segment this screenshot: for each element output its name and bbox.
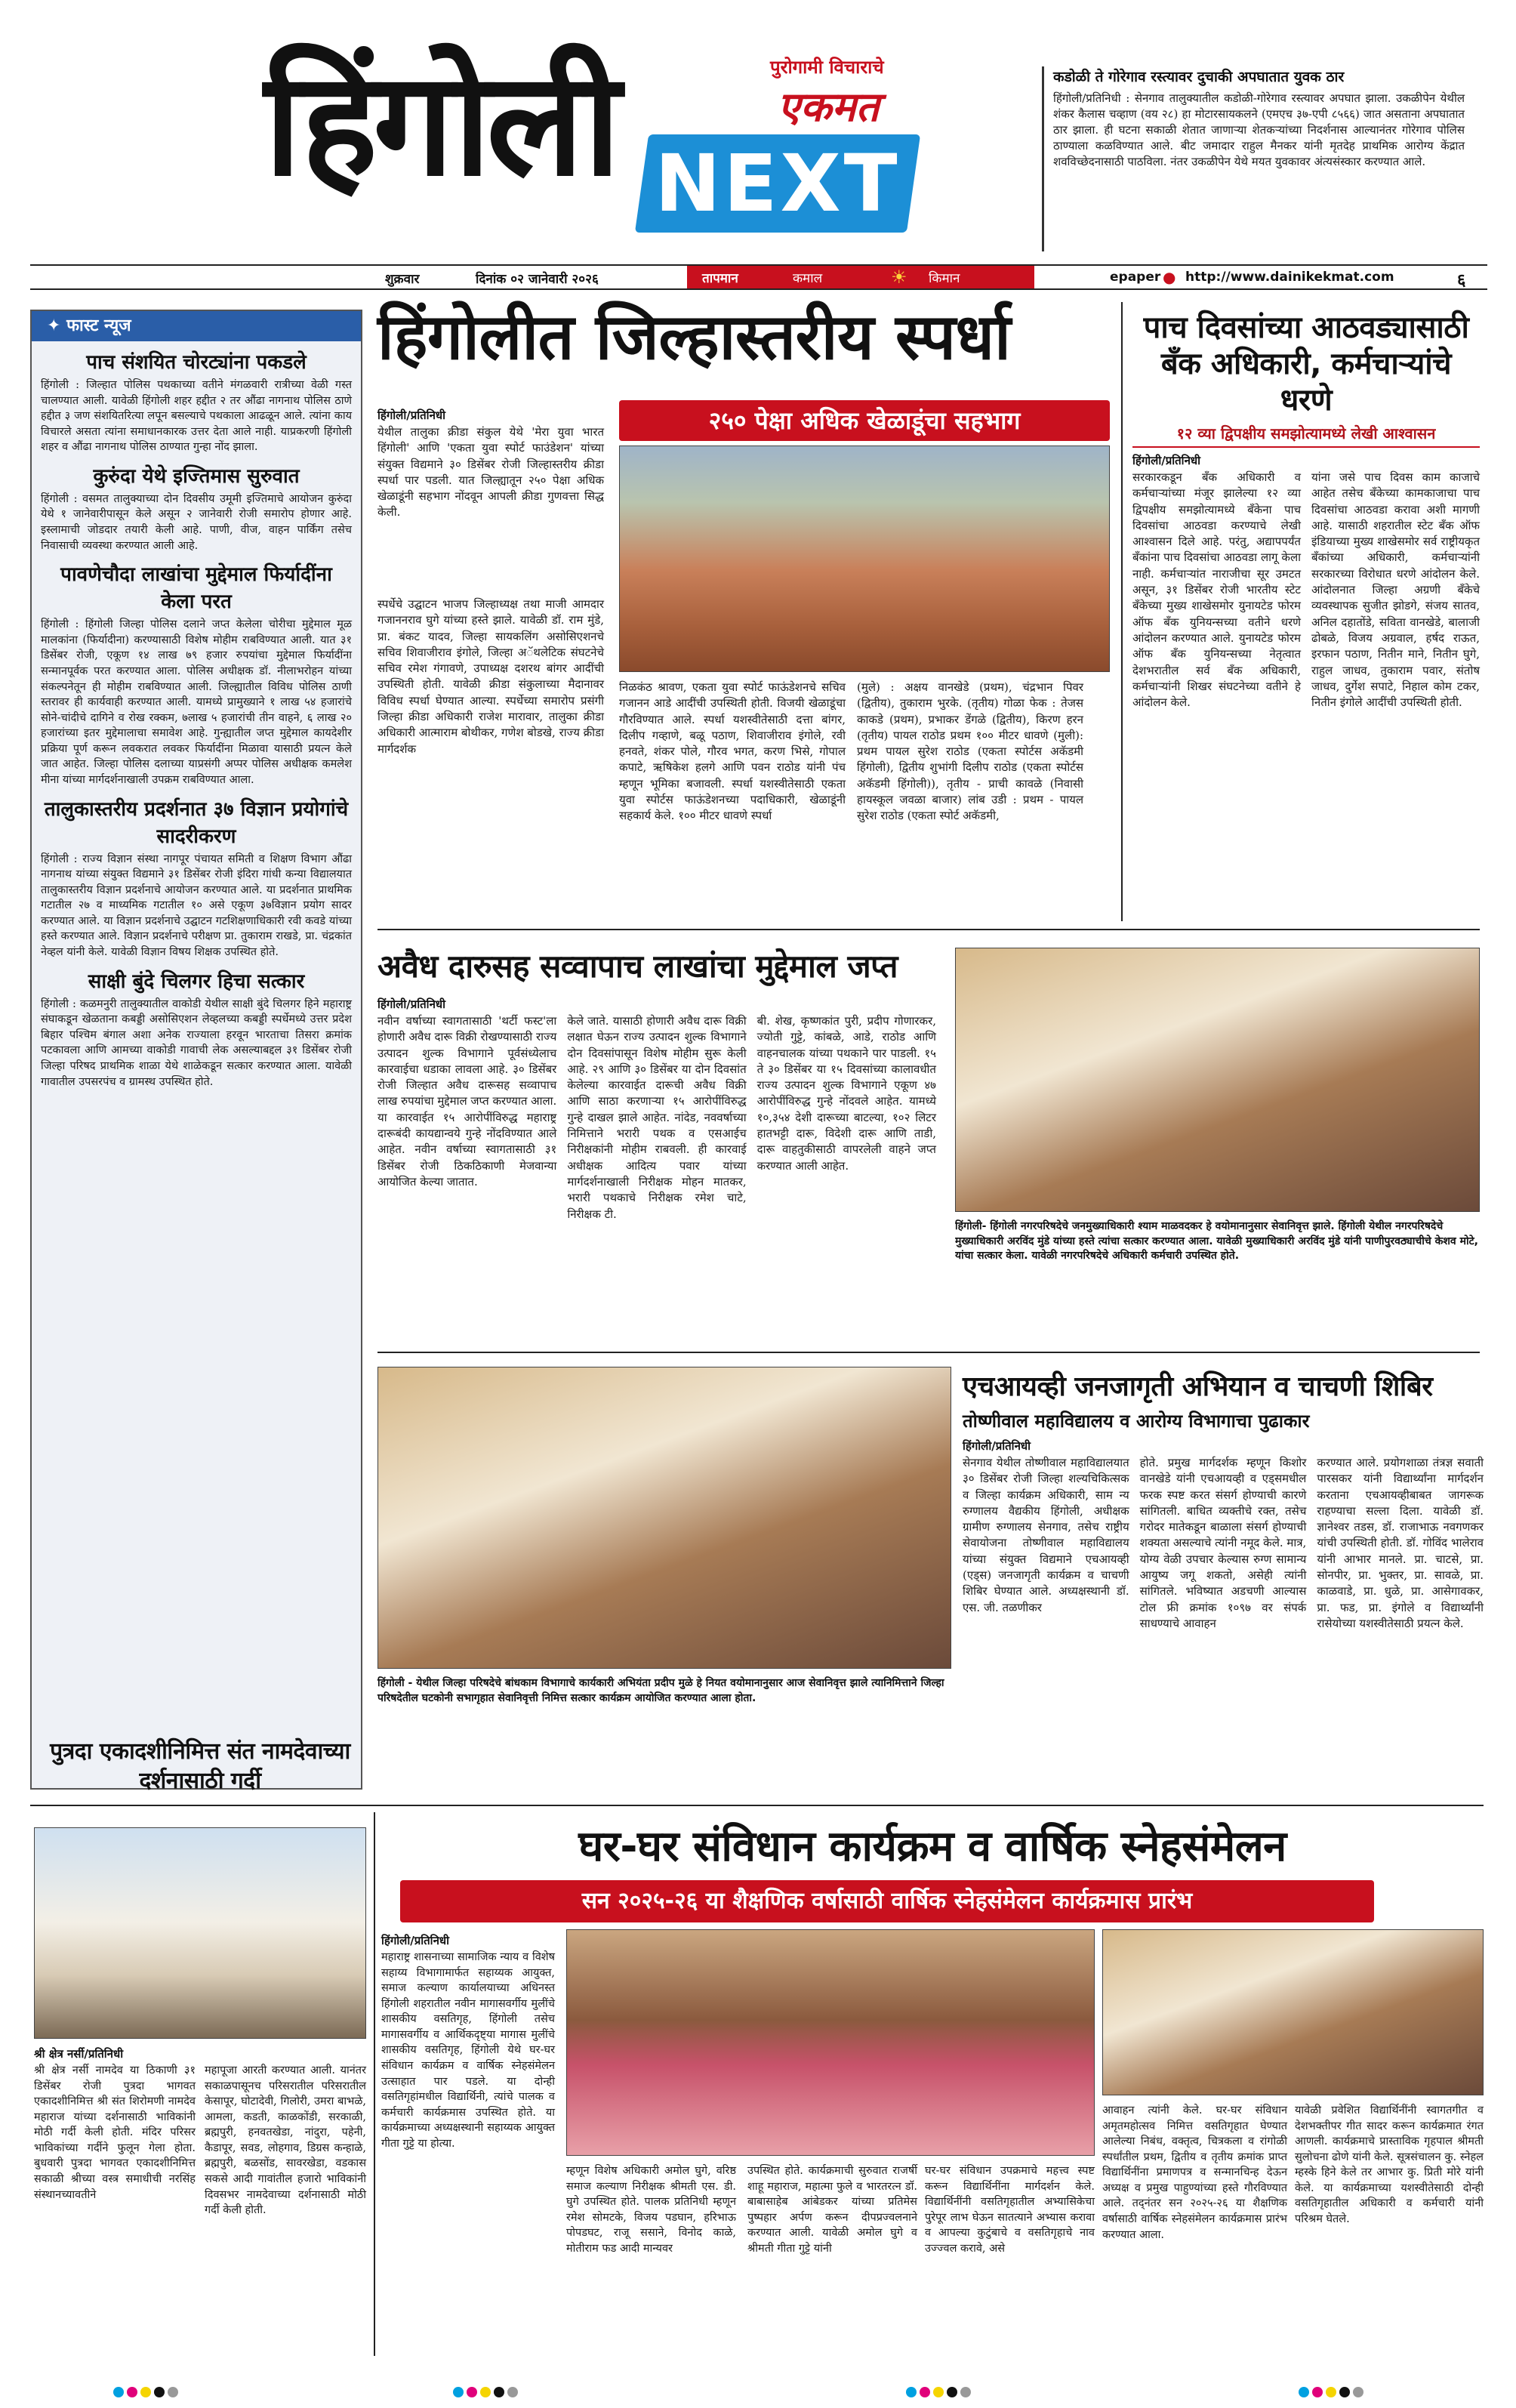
samvidhan-column-5: आवाहन त्यांनी केले. घर-घर संविधान अमृतमहोत्सव निमित्त वसतिगृहात घेण्यात आलेल्या निबंध, वक्तृत्व, चित्रकला व रांगोळी स्पर्धांतील प्रथम, द्वितीय व तृतीय क्रमांक प्राप्त विद्यार्थिनींना प्रमाणपत्र व सन्मानचिन्ह देऊन अध्यक्ष व प्रमुख पाहुण्यांच्या हस्ते गौरविण्यात आले. तद्नंतर सन २०२५-२६ या शैक्षणिक वर्षासाठी वार्षिक स्नेहसंमेलन कार्यक्रमास प्रारंभ करण्यात आला. — [1102, 2104, 1287, 2241]
grey-dot — [507, 2387, 518, 2397]
students-photo — [566, 1929, 1095, 2156]
sports-headline: हिंगोलीत जिल्हास्तरीय स्पर्धा — [377, 300, 1011, 374]
samvidhan-column-3: उपस्थित होते. कार्यक्रमाची सुरुवात राजर्षी शाहू महाराज, महात्मा फुले व भारतरत्न डॉ. बाबासाहेब आंबेडकर यांच्या प्रतिमेस पुष्पहार अर्पण करून दीपप्रज्वलनाने करण्यात आली. यावेळी अमोल घुगे व श्रीमती गीता गुट्टे यांनी — [747, 2165, 917, 2255]
fast-news — [30, 310, 362, 1790]
top-right-headline: कडोळी ते गोरेगाव रस्त्यावर दुचाकी अपघातात युवक ठार — [1053, 69, 1345, 85]
sports-lead-text: येथील तालुका क्रीडा संकुल येथे 'मेरा युवा भारत हिंगोली' आणि 'एकता युवा स्पोर्ट फाउंडेशन' यांच्या संयुक्त विद्यमाने ३० डिसेंबर रोजी जिल्हास्तरीय क्रीडा स्पर्धा पार पडली. यात जिल्ह्यातून २५० पेक्षा अधिक खेळाडूंनी सहभाग नोंदवून आपली क्रीडा गुणवत्ता सिद्ध केली. — [377, 425, 604, 520]
fast-news-item — [41, 347, 352, 455]
bank-body — [1132, 453, 1480, 711]
liquor-byline: हिंगोली/प्रतिनिधी — [377, 997, 446, 1011]
grey-dot — [960, 2387, 971, 2397]
registration-marks-left — [113, 2386, 181, 2400]
next-logo — [635, 134, 920, 233]
masthead-title: हिंगोली — [264, 41, 617, 208]
epaper-label: epaper — [1110, 270, 1161, 285]
sports-byline: हिंगोली/प्रतिनिधी — [377, 409, 446, 422]
samvidhan-headline: घर-घर संविधान कार्यक्रम व वार्षिक स्नेहसंमेलन — [578, 1822, 1286, 1871]
date-strip — [30, 264, 1487, 290]
sports-subheadline — [619, 400, 1110, 441]
cyan-dot — [453, 2387, 464, 2397]
fast-news-body: हिंगोली : राज्य विज्ञान संस्था नागपूर पंचायत समिती व शिक्षण विभाग औंढा नागनाथ यांच्या संयुक्त विद्यमाने ३१ डिसेंबर रोजी इंदिरा गांधी कन्या विद्यालयात तालुकास्तरीय विज्ञान प्रदर्शनाचे आयोजन करण्यात आले. या प्रदर्शनात प्राथमिक गटातील २७ व माध्यमिक गटातील १० असे एकूण ३७विज्ञान प्रयोग सादर करण्यात आले. या विज्ञान प्रदर्शनाचे उद्घाटन गटशिक्षणाधिकारी रवी कवडे यांच्या हस्ते करण्यात आले. विज्ञान प्रदर्शनाचे परीक्षण प्रा. तुकाराम राखडे, प्रा. चंद्रकांत नेव्हल यांनी केले. यावेळी विज्ञान विषय शिक्षक उपस्थित होते. — [41, 853, 352, 959]
samvidhan-byline: हिंगोली/प्रतिनिधी — [381, 1934, 450, 1947]
fast-news-headline: कुरुंदा येथे इज्तिमास सुरुवात — [93, 464, 300, 488]
masthead — [249, 41, 1012, 264]
fast-news-body: हिंगोली : जिल्हात पोलिस पथकाच्या वतीने मंगळवारी रात्रीच्या वेळी गस्त चालण्यात आली. यावेळी हिंगोली शहर हद्दीत २ तर औंढा नागनाथ पोलिस ठाणे हद्दीत ३ जण संशयितरित्या लपून बसल्याचे पथकाला आढळून आले. त्यांना काय विचारले असता त्यांना समाधानकारक उत्तर देता आले नाही. याप्रकरणी हिंगोली शहर व औंढा नागनाथ पोलिस ठाण्यात गुन्हा नोंद झाला. — [41, 379, 352, 454]
min-temp-label: किमान — [929, 271, 960, 286]
samvidhan-column-4: घर-घर संविधान उपक्रमाचे महत्त्व स्पष्ट करून विद्यार्थिनींना मार्गदर्शन केले. विद्यार्थिनींनी वसतिगृहातील अभ्यासिकेचा पुरेपूर लाभ घेऊन सातत्याने अभ्यास करावा व आपल्या कुटुंबाचे व वसतिगृहाचे नाव उज्ज्वल करावे, असे — [925, 2165, 1095, 2255]
hiv-body — [963, 1438, 1484, 1632]
bolt-icon: ✦ — [47, 316, 67, 335]
hiv-column-3: करण्यात आले. प्रयोगशाळा तंत्रज्ञ सवाती पारसकर यांनी विद्यार्थ्यांना मार्गदर्शन करताना एचआयव्हीबाबत जागरूक राहण्याचा सल्ला दिला. यावेळी डॉ. ज्ञानेश्वर तडस, डॉ. राजाभाऊ नवगणकर यांची उपस्थिती होती. डॉ. गोविंद भालेराव यांनी आभार मानले. प्रा. चाटसे, प्रा. सोनपीर, प्रा. भुक्तर, प्रा. सावळे, प्रा. काळवाडे, प्रा. धुळे, प्रा. आसेगावकर, प्रा. फड, प्रा. इंगोले व विद्यार्थ्यांनी रासेयोच्या यशस्वीतेसाठी प्रयत्न केले. — [1317, 1456, 1484, 1630]
bank-column-2: यांना जसे पाच दिवस काम काजाचे आहेत तसेच बँकेच्या कामकाजाचा पाच दिवसांचा आठवडा करावा अशी मागणी आहे. यासाठी शहरातील स्टेट बँक ऑफ इंडियाच्या मुख्य शाखेसमोर सर्व राष्ट्रीयकृत बँकांच्या अधिकारी, कर्मचाऱ्यांनी सरकारच्या विरोधात धरणे आंदोलन केले. आंदोलनात जिल्हा अग्रणी बँकेचे व्यवस्थापक सुजीत झोडगे, संजय सातव, अनिल दहातोंडे, सविता वानखेडे, बालाजी ढोबळे, विजय अग्रवाल, हर्षद राऊत, इरफान पठाण, नितीन माने, नितीन घुगे, राहुल जाधव, तुकाराम पवार, संतोष जाधव, दुर्गेश सपाटे, निहाल कोम टकर, नितीन इंगोले आदींची उपस्थिती होती. — [1311, 470, 1480, 710]
bank-subheadline: १२ व्या द्विपक्षीय समझोत्यामध्ये लेखी आश्वासन — [1132, 423, 1480, 448]
temple-photo — [34, 1827, 366, 2039]
retirement-photo — [377, 1367, 951, 1669]
fast-news-headline: पावणेचौदा लाखांचा मुद्देमाल फिर्यादींना केला परत — [60, 563, 332, 614]
fast-news-headline: तालुकास्तरीय प्रदर्शनात ३७ विज्ञान प्रयोगांचे सादरीकरण — [44, 797, 349, 848]
grey-dot — [168, 2387, 178, 2397]
bank-byline: हिंगोली/प्रतिनिधी — [1132, 454, 1201, 467]
fast-news-body: हिंगोली : कळमनुरी तालुक्यातील वाकोडी येथील साक्षी बुंदे चिलगर हिने महाराष्ट्र संघाकडून खेळताना कबड्डी असोसिएशन लेव्हलच्या कबड्डी स्पर्धेमध्ये उत्तर प्रदेश बिहार पश्चिम बंगाल अशा अनेक राज्याला हरवून भारताचा तिसरा क्रमांक पटकावला आणि आमच्या वाकोडी गावाची लेक असल्याबद्दल ३१ डिसेंबर रोजी जिल्हा परिषद प्राथमिक शाळा येथे शाळेकडून सत्कार करण्यात आला. यावेळी गावातील उपसरपंच व ग्रामस्थ उपस्थित होते. — [41, 997, 352, 1088]
globe-icon: ● — [1163, 268, 1176, 286]
black-dot — [494, 2387, 504, 2397]
fast-news-headline: पाच संशयित चोरट्यांना पकडले — [86, 351, 307, 374]
liquor-column-3: बी. शेख, कृष्णकांत पुरी, प्रदीप गोणारकर, ज्योती गुट्टे, कांबळे, आडे, राठोड आणि वाहनचालक यांच्या पथकाने पार पाडली. १५ ते ३० डिसेंबर या १५ दिवसांच्या कालावधीत राज्य उत्पादन शुल्क विभागाने एकूण ४७ आरोपींविरुद्ध गुन्हे नोंदवले आहेत. यामध्ये १०,३५४ देशी दारूच्या बाटल्या, १०२ लिटर हातभट्टी दारू, विदेशी दारू आणि ताडी, दारू वाहतुकीसाठी वापरलेली वाहने जप्त करण्यात आली आहेत. — [756, 1014, 936, 1173]
fast-news-item — [41, 794, 352, 960]
hiv-headline: एचआयव्ही जनजागृती अभियान व चाचणी शिबिर — [963, 1371, 1433, 1402]
registration-marks-mid-right — [906, 2386, 974, 2400]
samvidhan-column-2: म्हणून विशेष अधिकारी अमोल घुगे, वरिष्ठ समाज कल्याण निरीक्षक श्रीमती एस. डी. घुगे उपस्थित होते. पालक प्रतिनिधी म्हणून रमेश सोमटके, विजय पडघान, हरिभाऊ पोपडघट, राजू ससाने, विनोद काळे, मोतीराम फड आदी मान्यवर — [566, 2165, 736, 2255]
black-dot — [947, 2387, 957, 2397]
black-dot — [154, 2387, 165, 2397]
fast-news-headline: साक्षी बुंदे चिलगर हिचा सत्कार — [88, 970, 305, 993]
bank-headline: पाच दिवसांच्या आठवड्यासाठी बँक अधिकारी, कर्मचाऱ्यांचे धरणे — [1143, 310, 1469, 418]
sports-sub-text: २५० पेक्षा अधिक खेळाडूंचा सहभाग — [708, 406, 1021, 435]
ceremony-photo — [955, 948, 1480, 1212]
kabaddi-photo — [619, 446, 1110, 672]
fast-news-body: हिंगोली : वसमत तालुक्याच्या दोन दिवसीय उमूमी इज्तिमाचे आयोजन कुरुंदा येथे १ जानेवारीपासून केले असून २ जानेवारी रोजी समारोप होणार आहे. इस्लामाची जोडदार तयारी केली आहे. पाणी, वीज, वाहन पार्किंग तसेच निवासाची व्यवस्था करण्यात आली आहे. — [41, 492, 352, 552]
liquor-body — [377, 997, 936, 1222]
hiv-column-2: होते. प्रमुख मार्गदर्शक म्हणून किशोर वानखेडे यांनी एचआयव्ही व एड्समधील फरक स्पष्ट करत संसर्ग होण्याची कारणे सांगितली. बाधित व्यक्तीचे रक्त, तसेच गरोदर मातेकडून बाळाला संसर्ग होण्याची शक्यता असल्याचे त्यांनी नमूद केले. मात्र, योग्य वेळी उपचार केल्यास रुग्ण सामान्य आयुष्य जगू शकतो, असेही त्यांनी सांगितले. भविष्यात अडचणी आल्यास टोल फ्री क्रमांक १०९७ वर संपर्क साधण्याचे आवाहन — [1139, 1456, 1307, 1630]
ceremony-caption: हिंगोली- हिंगोली नगरपरिषदेचे जनमुख्याधिकारी श्याम माळवदकर हे वयोमानानुसार सेवानिवृत्त झाले. हिंगोली येथील नगरपरिषदेचे मुख्याधिकारी अरविंद मुंडे यांच्या हस्ते त्यांचा सत्कार करण्यात आला. यावेळी मुख्याधिकारी अरविंद मुंडे यांनी पाणीपुरवठ्याचीचे केशव मोटे, यांचा सत्कार केला. यावेळी नगरपरिषदेचे अधिकारी कर्मचारी उपस्थित होते. — [955, 1220, 1478, 1263]
registration-marks-right — [1299, 2386, 1367, 2400]
page-number: ६ — [1457, 271, 1466, 290]
samvidhan-column-1: महाराष्ट्र शासनाच्या सामाजिक न्याय व विशेष सहाय्य विभागामार्फत सहाय्यक आयुक्त, समाज कल्याण कार्यालयाच्या अधिनस्त हिंगोली शहरातील नवीन मागासवर्गीय मुलींचे शासकीय वसतिगृह, हिंगोली तसेच मागासवर्गीय व आर्थिकदृष्ट्या मागास मुलींचे शासकीय वसतिगृह, हिंगोली येथे घर-घर संविधान कार्यक्रम व वार्षिक स्नेहसंमेलन उत्साहात पार पडले. या दोन्ही वसतिगृहांमधील विद्यार्थिनी, त्यांचे पालक व कर्मचारी कार्यक्रमास उपस्थित होते. या कार्यक्रमाच्या अध्यक्षस्थानी सहाय्यक आयुक्त गीता गुट्टे या होत्या. — [381, 1951, 555, 2150]
weather-label: तापमान — [702, 271, 738, 286]
cyan-dot — [1299, 2387, 1309, 2397]
day: शुक्रवार — [385, 272, 420, 287]
stage-photo — [1102, 1929, 1484, 2095]
fast-news-label: फास्ट न्यूज — [66, 316, 131, 335]
cyan-dot — [113, 2387, 124, 2397]
samvidhan-column-6: यावेळी प्रवेशित विद्यार्थिनींनी स्वागतगीत व देशभक्तीपर गीत सादर करून कार्यक्रमात रंगत आणली. कार्यक्रमाचे प्रास्ताविक गृहपाल श्रीमती सुलोचना ढोणे यांनी केले. सूत्रसंचालन कु. स्नेहल म्हस्के हिने केले तर आभार कु. प्रिती मोरे यांनी केले. या कार्यक्रमाच्या यशस्वीतेसाठी दोन्ही वसतिगृहातील अधिकारी व कर्मचारी यांनी परिश्रम घेतले. — [1295, 2104, 1484, 2226]
samvidhan-lead — [381, 1933, 555, 2152]
grey-dot — [1353, 2387, 1363, 2397]
masthead-brand: एकमत — [778, 83, 880, 131]
hiv-subheadline: तोष्णीवाल महाविद्यालय व आरोग्य विभागाचा पुढाकार — [963, 1411, 1310, 1432]
magenta-dot — [920, 2387, 930, 2397]
sports-column-3: (मुले) : अक्षय वानखेडे (प्रथम), चंद्रभान पिवर (द्वितीय), तुकाराम भुरके. (तृतीय) गोळा फेक : तेजस काकडे (प्रथम), प्रभाकर डेंगळे (द्वितीय), किरण हरन (तृतीय) पायल राठोड प्रथम १०० मीटर धावणे (मुली): प्रथम पायल सुरेश राठोड (एकता स्पोर्टस अकॅडमी हिंगोली), द्वितीय शुभांगी दिलीप राठोड (एकता स्पोर्टस अकॅडमी हिंगोली)), तृतीय - प्राची कावळे (निवासी हायस्कूल जवळा बाजार) लांब उडी : प्रथम - पायल सुरेश राठोड (एकता स्पोर्ट अकॅडमी, — [857, 680, 1083, 823]
magenta-dot — [1312, 2387, 1323, 2397]
magenta-dot — [127, 2387, 137, 2397]
temple-column-2: महापूजा आरती करण्यात आली. यानंतर सकाळपासूनच परिसरातील परिसरातील केसापूर, घोटादेवी, गिलोरी, उमरा बाभळे, आमला, कडती, काळकोंडी, सरकाळी, ब्रह्मपुरी, हनवतखेडा, नांदुरा, पहेनी, कैडापूर, सवड, लोहगाव, डिग्रस कन्हाळे, ब्रह्मपुरी, बळसोंड, सावरखेडा, वडकास सकसे आदी गावांतील हजारो भाविकांनी दिवसभर नामदेवाच्या दर्शनासाठी मोठी गर्दी केली होती. — [205, 2064, 366, 2217]
fast-news-item — [41, 560, 352, 788]
liquor-column-2: केले जाते. यासाठी होणारी अवैध दारू विक्री लक्षात घेऊन राज्य उत्पादन शुल्क विभागाने दोन दिवसांपासून विशेष मोहीम सुरू केली आहे. २९ आणि ३० डिसेंबर या दोन दिवसांत केलेल्या कारवाईत दारूची अवैध विक्री आणि साठा करणाऱ्या १५ आरोपींविरुद्ध गुन्हे दाखल झाले आहेत. नांदेड, नववर्षाच्या निमित्ताने भरारी पथक व एसआईच निरीक्षकांनी मोहीम राबवली. ही कारवाई अधीक्षक आदित्य पवार यांच्या मार्गदर्शनाखाली निरीक्षक मोहन मातकर, भरारी पथकाचे निरीक्षक रमेश चाटे, निरीक्षक टी. — [567, 1014, 747, 1221]
sports-column-1: स्पर्धेचे उद्घाटन भाजप जिल्हाध्यक्ष तथा माजी आमदार गजाननराव घुगे यांच्या हस्ते झाले. यावेळी डॉ. राम मुंडे, प्रा. बंकट यादव, जिल्हा सायकलिंग असोसिएशनचे सचिव शिवाजीराव इंगोले, जिल्हा अॅथलेटिक संघटनेचे सचिव रमेश गंगावणे, उपाध्यक्ष दशरथ बांगर आदींची उपस्थिती होती. यावेळी क्रीडा संकुलाच्या मैदानावर विविध स्पर्धा घेण्यात आल्या. स्पर्धेच्या समारोप प्रसंगी जिल्हा क्रीडा अधिकारी राजेश मारावार, तालुका क्रीडा अधिकारी आत्माराम बोथीकर, गणेश बोडखे, राज्य क्रीडा मार्गदर्शक — [377, 597, 604, 756]
samvidhan-sub-text: सन २०२५-२६ या शैक्षणिक वर्षासाठी वार्षिक स्नेहसंमेलन कार्यक्रमास प्रारंभ — [581, 1888, 1193, 1914]
yellow-dot — [1326, 2387, 1336, 2397]
samvidhan-subheadline — [400, 1880, 1374, 1922]
yellow-dot — [933, 2387, 944, 2397]
fast-news-body: हिंगोली : हिंगोली जिल्हा पोलिस दलाने जप्त केलेला चोरीचा मुद्देमाल मूळ मालकांना (फिर्यादीना) करण्यासाठी विशेष मोहीम राबविण्यात आली. यात ३१ डिसेंबर रोजी, एकूण १४ लाख ७९ हजार रुपयांचा मुद्देमाल फिर्यादींना सन्मानपूर्वक परत करण्यात आला. पोलिस अधीक्षक डॉ. नीलाभरोहन यांच्या संकल्पनेतून ही मोहीम राबविण्यात आली. जिल्ह्यातील विविध पोलिस ठाणी स्तरावर ही कार्यवाही करण्यात आली. यामध्ये प्रामुख्याने १ लाख ५४ हजारांचे सोने-चांदीचे दागिने व रोख रक्कम, ७लाख ५ हजारांची तीन वाहने, ६ लाख २० हजारांच्या इतर मुद्देमालाचा समावेश आहे. गुन्ह्यातील जप्त मुद्देमाल कायदेशीर प्रक्रिया पूर्ण करून लवकरात लवकर फिर्यादींना मिळावा यासाठी प्रयत्न केले जात आहेत. जिल्हा पोलिस दलाच्या याप्रसंगी अप्पर पोलिस अधीक्षक कमलेश मीना यांच्या मार्गदर्शनाखाली उपक्रम राबविण्यात आला. — [41, 618, 352, 786]
yellow-dot — [480, 2387, 491, 2397]
magenta-dot — [467, 2387, 477, 2397]
top-right-body: हिंगोली/प्रतिनिधी : सेनगाव तालुक्यातील कडोळी-गोरेगाव रस्त्यावर अपघात झाला. उकळीपेन येथील शंकर कैलास चव्हाण (वय २८) हा मोटारसायकलने (एमएच ३७-एपी ८५६६) जात असताना अपघातात ठार झाला. ही घटना सकाळी शेतात जाणाऱ्या शेतकऱ्यांच्या निदर्शनास आल्यानंतर गोरेगाव पोलिस ठाण्याला कळविण्यात आले. बीट जमादार राहुल मैनकर यांनी मृतदेह प्राथमिक आरोग्य केंद्रात शवविच्छेदनासाठी पाठविला. नंतर उकळीपेन येथे मयत युवकावर अंत्यसंस्कार करण्यात आले. — [1053, 91, 1465, 168]
liquor-headline: अवैध दारुसह सव्वापाच लाखांचा मुद्देमाल जप्त — [377, 948, 898, 985]
temple-byline: श्री क्षेत्र नर्सी/प्रतिनिधी — [34, 2047, 124, 2061]
sports-lead — [377, 408, 604, 521]
yellow-dot — [140, 2387, 151, 2397]
temple-body — [34, 2046, 366, 2218]
retirement-caption: हिंगोली - येथील जिल्हा परिषदेचे बांधकाम विभागाचे कार्यकारी अभियंता प्रदीप मुळे हे नियत वयोमानानुसार आज सेवानिवृत्त झाले त्यानिमित्ताने जिल्हा परिषदेतील घटकोनी सभागृहात सेवानिवृत्ती निमित्त सत्कार कार्यक्रम आयोजित करण्यात आला होता. — [377, 1677, 944, 1704]
date: दिनांक ०२ जानेवारी २०२६ — [476, 272, 599, 287]
black-dot — [1339, 2387, 1350, 2397]
hiv-column-1: सेनगाव येथील तोष्णीवाल महाविद्यालयात ३० डिसेंबर रोजी जिल्हा शल्यचिकित्सक व जिल्हा कार्यक्रम अधिकारी, साम न्य रुग्णालय वैद्यकीय हिंगोली, अधीक्षक ग्रामीण रुग्णालय सेनगाव, तसेच राष्ट्रीय सेवायोजना तोष्णीवाल महाविद्यालय यांच्या संयुक्त विद्यमाने एचआयव्ही (एड्स) जनजागृती कार्यक्रम व चाचणी शिबिर घेण्यात आले. अध्यक्षस्थानी डॉ. एस. जी. तळणीकर — [963, 1456, 1129, 1614]
sun-icon: ☀ — [891, 267, 907, 288]
fast-news-item — [41, 967, 352, 1090]
registration-marks-mid-left — [453, 2386, 521, 2400]
fast-news-item — [41, 461, 352, 553]
cyan-dot — [906, 2387, 917, 2397]
masthead-tagline: पुरोगामी विचाराचे — [770, 57, 884, 78]
top-right-story — [1042, 66, 1465, 251]
fast-news-header — [32, 311, 361, 341]
liquor-column-1: नवीन वर्षाच्या स्वागतासाठी 'थर्टी फस्ट'ला होणारी अवैध दारू विक्री रोखण्यासाठी राज्य उत्पादन शुल्क विभागाने पूर्वसंध्येलाच कारवाईचा धडाका लावला आहे. ३० डिसेंबर रोजी जिल्हात अवैध दारूसह सव्वापाच लाख रुपयांचा मुद्देमाल जप्त करण्यात आला. या कारवाईत १५ आरोपींविरुद्ध महाराष्ट्र दारूबंदी कायद्यान्वये गुन्हे नोंदविण्यात आले आहेत. नवीन वर्षाच्या स्वागतासाठी ३१ डिसेंबर रोजी ठिकठिकाणी मेजवान्या आयोजित केल्या जातात. — [377, 1014, 557, 1189]
weather-box — [687, 266, 1034, 288]
temple-headline: पुत्रदा एकादशीनिमित्त संत नामदेवाच्या दर्शनासाठी गर्दी — [50, 1738, 350, 1794]
hiv-byline: हिंगोली/प्रतिनिधी — [963, 1439, 1031, 1453]
temple-column-1: श्री क्षेत्र नर्सी नामदेव या ठिकाणी ३१ डिसेंबर रोजी पुत्रदा भागवत एकादशीनिमित्त श्री संत शिरोमणी नामदेव महाराज यांच्या दर्शनासाठी भाविकांनी मोठी गर्दी केली होती. मंदिर परिसर भाविकांच्या गर्दीने फुलून गेला होता. बुधवारी पुत्रदा भागवत एकादशीनिमित्त सकाळी श्रीच्या वस्त्र समाधीची नरसिंह संस्थानच्यावतीने — [34, 2064, 196, 2201]
website-link[interactable]: http://www.dainikekmat.com — [1185, 270, 1394, 285]
bank-column-1: सरकारकडून बँक अधिकारी व कर्मचाऱ्यांच्या मंजूर झालेल्या १२ व्या द्विपक्षीय समझोत्यामध्ये बँकेना पाच दिवसांचा आठवडा करण्याचे लेखी आश्वासन दिले आहे. परंतु, अद्यापपर्यंत बँकांना पाच दिवसांचा आठवडा लागू केला नाही. कर्मचाऱ्यांत नाराजीचा सूर उमटत असून, ३१ डिसेंबर रोजी भारतीय स्टेट बँकेच्या मुख्य शाखेसमोर युनायटेड फोरम ऑफ बँक युनियन्सच्या वतीने धरणे आंदोलन करण्यात आले. युनायटेड फोरम ऑफ बँक युनियन्सच्या नेतृत्वात देशभरातील सर्व बँक अधिकारी, कर्मचाऱ्यांनी शिखर संघटनेच्या वतीने हे आंदोलन केले. — [1132, 470, 1301, 710]
next-logo-text: NEXT — [655, 137, 901, 230]
sports-column-2: निळकंठ श्रावण, एकता युवा स्पोर्ट फाऊंडेशनचे सचिव गजानन आडे आदींची उपस्थिती होती. विजयी खेळाडूंचा गौरविण्यात आले. स्पर्धा यशस्वीतेसाठी दत्ता बांगर, दिलीप गव्हाणे, बळू पठाण, शिवाजीराव इंगोले, रवी हनवते, शंकर पोले, गौरव भगत, करण भिसे, गोपाल कपाटे, ऋषिकेश हलगे आणि पवन राठोड यांनी पंच म्हणून भूमिका बजावली. स्पर्धा यशस्वीतेसाठी एकता युवा स्पोर्टस फाऊंडेशनच्या पदाधिकारी, खेळाडूंनी सहकार्य केले. १०० मीटर धावणे स्पर्धा — [619, 680, 846, 823]
max-temp-label: कमाल — [793, 271, 823, 286]
